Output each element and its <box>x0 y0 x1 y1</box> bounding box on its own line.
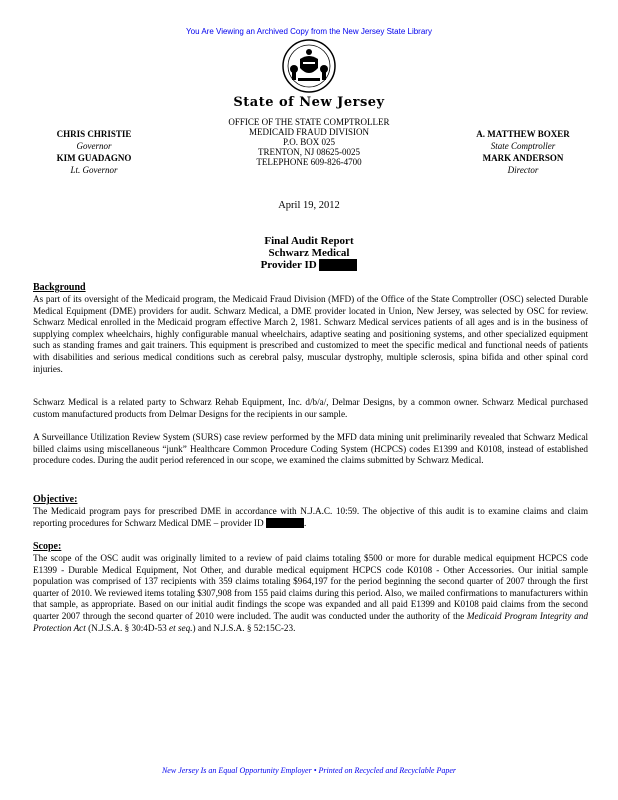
objective-paragraph <box>33 506 588 529</box>
background-paragraph-3: A Surveillance Utilization Review System (SURS) case review performed by the MFD data mining unit preliminarily revealed that Schwarz Medical billed claims using miscellaneous “junk” Healthcare Common Procedure Coding System (HCPCS) codes E1399 and K0108, instead of established procedure codes. During the audit period referenced in our scope, we examined the claims submitted by Schwarz Medical. <box>33 432 588 466</box>
redaction-box <box>266 517 307 528</box>
archive-banner: You Are Viewing an Archived Copy from the New Jersey State Library <box>186 27 432 36</box>
objective-end: . <box>303 517 307 528</box>
lt-governor-name: KIM GUADAGNO <box>56 153 132 163</box>
division-name: MEDICAID FRAUD DIVISION <box>249 127 369 137</box>
comptroller-title: State Comptroller <box>490 141 556 151</box>
report-title-block <box>0 235 618 271</box>
city-state-zip: TRENTON, NJ 08625-0025 <box>257 147 361 157</box>
objective-text: The Medicaid program pays for prescribed DME in accordance with N.J.A.C. 10:59. The objective of this audit is to examine claims and claim reporting procedures for Schwarz Medical DME – provider ID <box>33 506 588 528</box>
objective-heading: Objective: <box>33 494 78 505</box>
scope-citation-1: (N.J.S.A. § 30:4D-53 <box>88 622 167 633</box>
office-address-block <box>180 117 438 167</box>
scope-et-seq: et seq. <box>169 622 193 633</box>
scope-paragraph <box>33 553 588 634</box>
scope-text: The scope of the OSC audit was originally limited to a review of paid claims totaling $500 or more for durable medical equipment HCPCS code E1399 - Durable Medical Equipment, Not Other, and durable medical equipment HCPCS code K0108 - Other Accessories. Our initial sample population was comprised of 137 recipients with 359 claims totaling $964,197 for the period beginning the second quarter of 2007 through the first quarter of 2010. We reviewed items totaling $307,908 from 155 paid claims during this period. Also, we mailed confirmations to manufacturers within that sample, as appropriate. Based on our initial audit findings the scope was expanded and all paid E1399 and K0108 paid claims from the second quarter 2007 through the second quarter of 2010 were included. The audit was conducted under the authority of the <box>33 553 588 621</box>
report-title: Final Audit Report <box>264 235 354 247</box>
po-box: P.O. BOX 025 <box>282 137 335 147</box>
governor-title: Governor <box>76 141 112 151</box>
scope-act-name: Medicaid Program Integrity and Protection Act <box>33 610 588 633</box>
background-paragraph-1: As part of its oversight of the Medicaid program, the Medicaid Fraud Division (MFD) of the Office of the State Comptroller (OSC) selected Durable Medical Equipment (DME) providers for audit. Schwarz Medical, a DME provider located in Union, New Jersey, was selected by OSC for review. Schwarz Medical enrolled in the Medicaid program effective March 2, 1981. Schwarz Medical services patients of all ages and is in the business of supplying complex wheelchairs, highly configurable manual wheelchairs, adaptive seating and positioning systems, and other specialized equipment such as standing frames and gait trainers. This equipment is prescribed and customized to meet the specific medical and functional needs of patients with disabilities and serious medical conditions such as cerebral palsy, muscular dystrophy, multiple sclerosis, spina bifida and other spinal cord injuries. <box>33 294 588 374</box>
background-paragraph-2: Schwarz Medical is a related party to Schwarz Rehab Equipment, Inc. d/b/a/, Delmar Designs, by a common owner. Schwarz Medical purchased custom manufactured products from Delmar Designs for the recipients in our sample. <box>33 397 588 419</box>
state-seal-icon <box>282 39 336 93</box>
director-name: MARK ANDERSON <box>482 153 564 163</box>
telephone: TELEPHONE 609-826-4700 <box>256 157 362 167</box>
scope-citation-2: ) and N.J.S.A. § 52:15C-23. <box>192 622 296 633</box>
background-heading: Background <box>33 282 86 293</box>
provider-id-label: Provider ID <box>260 259 317 271</box>
director-title: Director <box>507 165 539 175</box>
provider-id-line <box>0 259 618 271</box>
report-date: April 19, 2012 <box>278 200 340 211</box>
lt-governor-title: Lt. Governor <box>70 165 118 175</box>
redaction-box <box>319 259 357 271</box>
governor-name: CHRIS CHRISTIE <box>56 129 132 139</box>
report-subject: Schwarz Medical <box>268 247 350 259</box>
state-name: State of New Jersey <box>233 95 385 110</box>
comptroller-block <box>447 128 599 176</box>
scope-heading: Scope: <box>33 541 62 552</box>
office-name: OFFICE OF THE STATE COMPTROLLER <box>228 117 390 127</box>
comptroller-name: A. MATTHEW BOXER <box>476 129 570 139</box>
governor-block <box>18 128 170 176</box>
footer-note: New Jersey Is an Equal Opportunity Employer • Printed on Recycled and Recyclable Paper <box>161 766 457 775</box>
